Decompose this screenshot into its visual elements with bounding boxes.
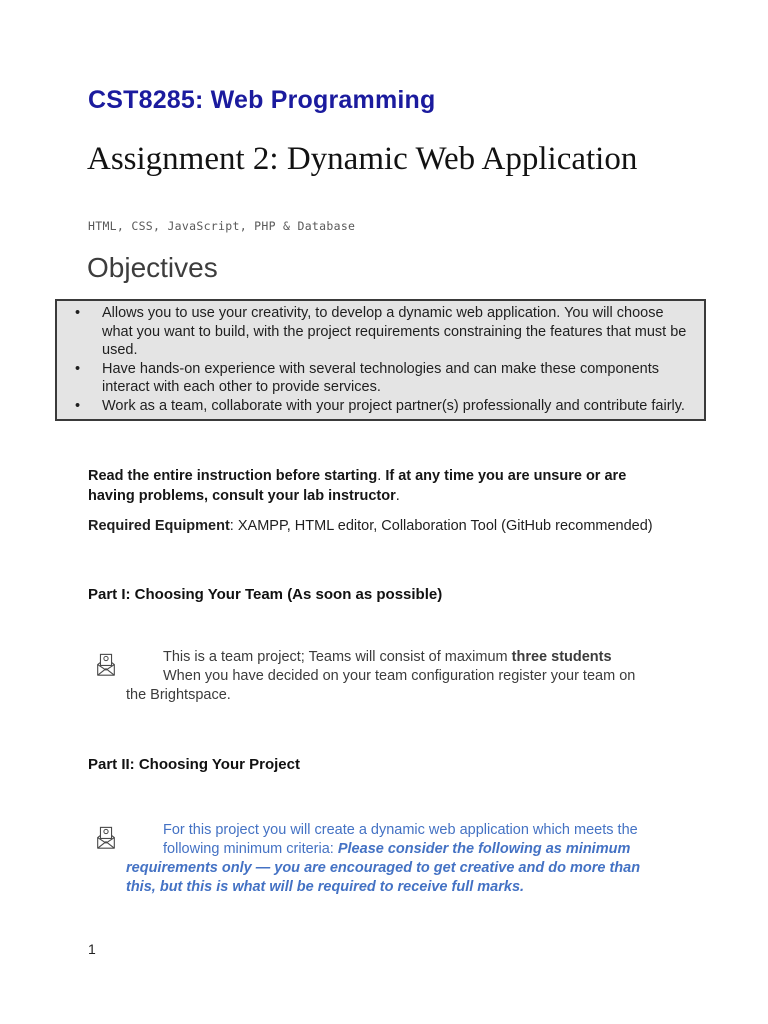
objectives-bullet: • Allows you to use your creativity, to develop a dynamic web application. You will choose what you want to build, with the project requirements constraining the features that must be used. (57, 304, 696, 360)
part1-note-text (126, 648, 691, 705)
note-text-line: the Brightspace. (126, 687, 231, 703)
objectives-bullet: • Have hands-on experience with several technologies and can make these components interact with each other to provide services. (57, 360, 696, 397)
note-text-line: requirements only — you are encouraged to get creative and do more than (126, 860, 641, 876)
required-equipment-line: Required Equipment: XAMPP, HTML editor, Collaboration Tool (GitHub recommended) (88, 518, 653, 534)
assignment-title: Assignment 2: Dynamic Web Application (87, 141, 638, 177)
open-envelope-letter-icon (94, 824, 118, 852)
part2-heading: Part II: Choosing Your Project (88, 756, 300, 773)
part1-heading: Part I: Choosing Your Team (As soon as possible) (88, 586, 443, 603)
note-text-line: this, but this is what will be required to receive full marks. (126, 879, 525, 895)
objectives-heading: Objectives (87, 252, 218, 283)
part2-note-text (126, 821, 691, 897)
note-text-line: following minimum criteria: Please consider the following as minimum (163, 841, 631, 857)
page-number: 1 (88, 941, 96, 957)
objectives-list (57, 304, 696, 415)
part2-note (88, 821, 708, 897)
note-text-line: When you have decided on your team configuration register your team on (163, 668, 636, 684)
open-envelope-letter-icon (94, 651, 118, 679)
technologies-subtitle: HTML, CSS, JavaScript, PHP & Database (88, 219, 356, 233)
objectives-box (55, 299, 706, 421)
note-text-line: For this project you will create a dynamic web application which meets the (163, 822, 638, 838)
objectives-bullet: • Work as a team, collaborate with your project partner(s) professionally and contribute fairly. (57, 397, 696, 416)
part1-note (88, 648, 708, 705)
note-text-line: This is a team project; Teams will consist of maximum three students (163, 649, 612, 665)
course-title: CST8285: Web Programming (88, 86, 436, 114)
read-instruction-note: Read the entire instruction before starting. If at any time you are unsure or are having problems, consult your lab instructor. (88, 468, 627, 504)
